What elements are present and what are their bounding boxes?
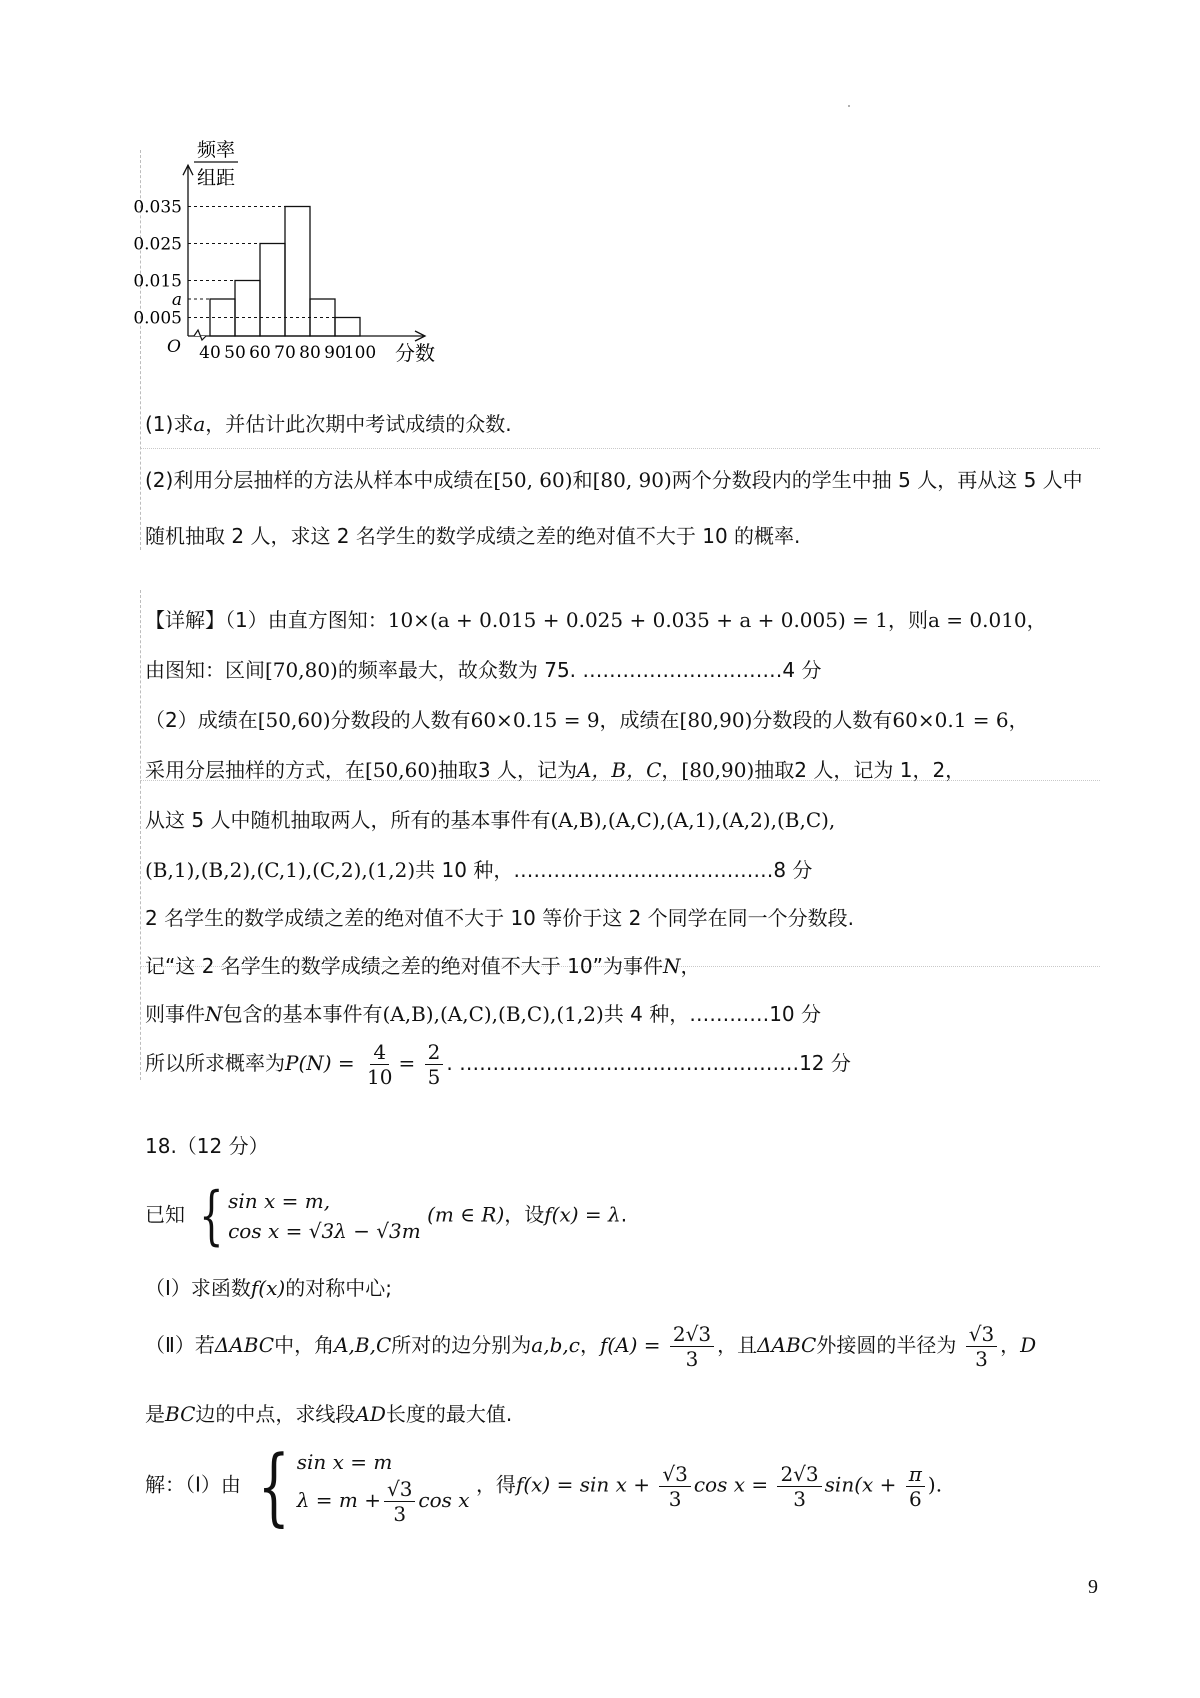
fraction: $\frac{√3}{3}$ xyxy=(659,1462,690,1511)
dotted-separator xyxy=(140,448,1100,449)
page-number: 9 xyxy=(1088,1576,1098,1598)
histogram-chart xyxy=(130,140,490,400)
equation-system: { sin x = m λ = m + $\frac{√3}{3}$ cos x xyxy=(257,1437,470,1535)
scan-dot xyxy=(848,105,850,107)
x-tick-label: 70 xyxy=(274,343,296,363)
q18-header: 18.（12 分） xyxy=(145,1134,269,1158)
x-tick-label: 90 xyxy=(324,343,346,363)
x-tick-label: 100 xyxy=(343,343,377,363)
y-tick-label: 0.015 xyxy=(133,271,182,292)
y-tick-label: 0.005 xyxy=(133,308,182,329)
solution-line-5: 从这 5 人中随机抽取两人，所有的基本事件有(A,B),(A,C),(A,1),(A,2),(B,C), xyxy=(145,808,836,832)
axis-break xyxy=(194,330,206,340)
solution-line-3: （2）成绩在[50,60)分数段的人数有60×0.15 = 9，成绩在[80,90)分数段的人数有60×0.1 = 6， xyxy=(145,708,1029,732)
x-tick-label: 40 xyxy=(199,343,221,363)
fraction: $\frac{√3}{3}$ xyxy=(384,1477,415,1526)
y-axis-label-bottom: 组距 xyxy=(196,167,236,189)
solution-line-2: 由图知：区间[70,80)的频率最大，故众数为 75. …………………………4 分 xyxy=(145,658,822,682)
solution-line-6: (B,1),(B,2),(C,1),(C,2),(1,2)共 10 种，…………………………………8 分 xyxy=(145,858,813,882)
y-tick-label: 0.035 xyxy=(133,197,182,218)
q18-solution: 解：（Ⅰ）由 { sin x = m λ = m + $\frac{√3}{3}$ cos x ，得f(x) = sin x + $\frac{√3}{3}$ cos x = $\frac{2√3}{3}$ sin(x + $\frac{\pi}{6}$ ). xyxy=(145,1437,943,1535)
histogram-bar xyxy=(335,318,360,337)
fraction: $\frac{2}{5}$ xyxy=(425,1040,444,1089)
q17-part2-line2: 随机抽取 2 人，求这 2 名学生的数学成绩之差的绝对值不大于 10 的概率. xyxy=(145,524,801,548)
q18-part1: （Ⅰ）求函数f(x)的对称中心; xyxy=(145,1276,392,1300)
solution-line-7: 2 名学生的数学成绩之差的绝对值不大于 10 等价于这 2 个同学在同一个分数段. xyxy=(145,906,855,930)
x-axis-label: 分数 xyxy=(395,341,435,365)
solution-line-4: 采用分层抽样的方式，在[50,60)抽取3 人，记为A，B，C，[80,90)抽取2 人，记为 1，2， xyxy=(145,758,966,782)
q17-part2-line1: (2)利用分层抽样的方法从样本中成绩在[50, 60)和[80, 90)两个分数段内的学生中抽 5 人，再从这 5 人中 xyxy=(145,468,1083,492)
x-tick-label: 50 xyxy=(224,343,246,363)
q18-part2-line2: 是BC边的中点，求线段AD长度的最大值. xyxy=(145,1402,513,1426)
q17-part1: (1)求a，并估计此次期中考试成绩的众数. xyxy=(145,412,512,436)
fraction: $\frac{4}{10}$ xyxy=(367,1040,393,1089)
fraction: $\frac{2√3}{3}$ xyxy=(777,1462,821,1511)
y-tick-label: 0.025 xyxy=(133,234,182,255)
x-tick-label: 80 xyxy=(299,343,321,363)
equation-system: { sin x = m, cos x = √3λ − √3m xyxy=(199,1179,421,1253)
fraction: $\frac{√3}{3}$ xyxy=(966,1322,997,1371)
fraction: $\frac{2√3}{3}$ xyxy=(670,1322,714,1371)
solution-line-1: 【详解】（1）由直方图知：10×(a + 0.015 + 0.025 + 0.035 + a + 0.005) = 1，则a = 0.010， xyxy=(145,608,1047,632)
solution-line-9: 则事件N包含的基本事件有(A,B),(A,C),(B,C),(1,2)共 4 种，…………10 分 xyxy=(145,1002,822,1026)
x-tick-label: 60 xyxy=(249,343,271,363)
y-axis-label-top: 频率 xyxy=(196,140,236,161)
q18-given: 已知 { sin x = m, cos x = √3λ − √3m (m ∈ R)，设f(x) = λ. xyxy=(145,1179,628,1253)
solution-line-8: 记“这 2 名学生的数学成绩之差的绝对值不大于 10”为事件N， xyxy=(145,954,701,978)
histogram-bar xyxy=(235,281,260,337)
y-tick-label: a xyxy=(171,290,182,310)
q18-part2-line1: （Ⅱ）若ΔABC中，角A,B,C所对的边分别为a,b,c，f(A) = $\frac{2√3}{3}$ ，且ΔABC外接圆的半径为 $\frac{√3}{3}$ ，D xyxy=(145,1322,1037,1371)
fraction: $\frac{\pi}{6}$ xyxy=(906,1462,925,1511)
solution-line-10: 所以所求概率为P(N) = $\frac{4}{10}$ = $\frac{2}{5}$ . ……………………………………………12 分 xyxy=(145,1040,851,1089)
origin-label: O xyxy=(167,337,181,357)
histogram-bar xyxy=(260,244,285,337)
histogram-bar xyxy=(285,207,310,337)
margin-guide xyxy=(140,590,141,1080)
